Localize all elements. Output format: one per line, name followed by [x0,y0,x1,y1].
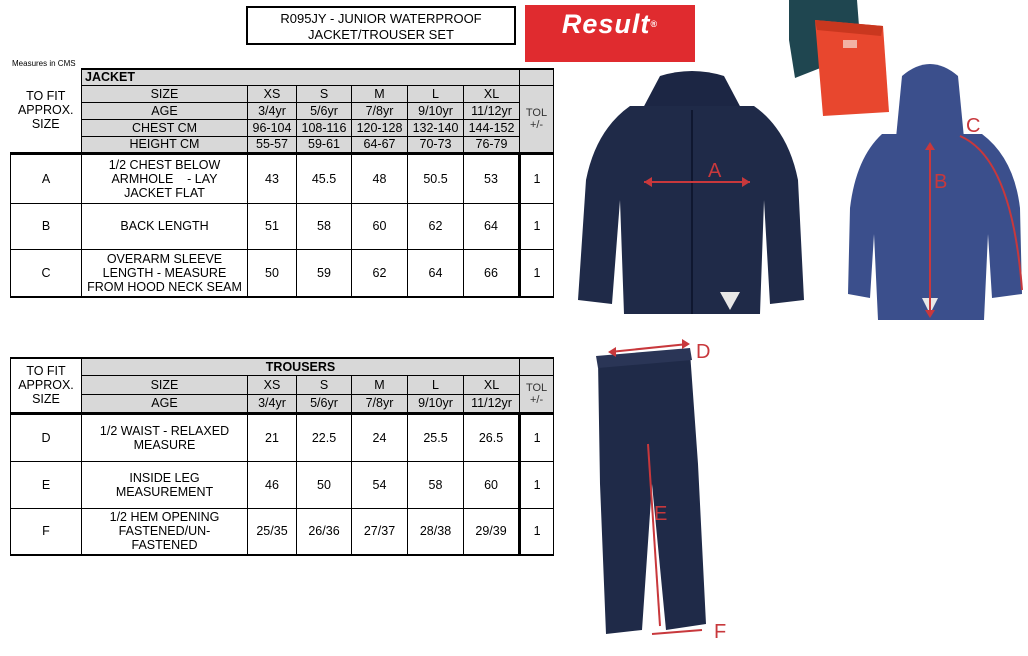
chest-label: CHEST CM [82,119,248,136]
fit-label-1: TO FIT [26,89,66,104]
value-l: 64 [408,249,464,297]
row-description [82,249,248,297]
table-row [11,203,554,249]
value-xl: 66 [464,249,520,297]
trousers-tol-spacer [520,358,554,375]
size-l: L [408,375,464,394]
age-m: 7/8yr [352,102,408,119]
value-xs: 50 [248,249,297,297]
size-xl: XL [464,85,520,102]
brand-logo [525,5,695,62]
size-label: SIZE [82,85,248,102]
value-tol: 1 [520,461,554,508]
row-code: F [11,508,82,555]
value-s: 50 [297,461,352,508]
document-title [246,6,516,45]
age-s: 5/6yr [297,102,352,119]
size-label: SIZE [82,375,248,394]
fit-label-2: APPROX. [17,103,74,118]
value-m: 62 [352,249,408,297]
table-row [11,249,554,297]
tol-label: TOL [525,381,548,394]
fit-label-3: SIZE [32,392,60,407]
size-m: M [352,85,408,102]
row-description: BACK LENGTH [82,203,248,249]
height-l: 70-73 [408,136,464,153]
value-xs: 43 [248,153,297,203]
size-s: S [297,375,352,394]
trousers-image [588,334,768,648]
brand-logo-text: Result [561,9,651,39]
size-l: L [408,85,464,102]
value-xs: 51 [248,203,297,249]
value-m: 54 [352,461,408,508]
age-xs: 3/4yr [248,394,297,413]
row-description [82,153,248,203]
value-l: 58 [408,461,464,508]
height-xl: 76-79 [464,136,520,153]
jacket-fit-header [11,69,82,153]
desc-line: 1/2 HEM OPENING [109,510,220,525]
value-xs: 25/35 [248,508,297,555]
jacket-tol-spacer [520,69,554,85]
table-row [11,461,554,508]
value-l: 50.5 [408,153,464,203]
jacket-size-table [10,68,554,298]
table-row [11,508,554,555]
desc-line: INSIDE LEG [129,470,200,485]
size-xs: XS [248,375,297,394]
age-xs: 3/4yr [248,102,297,119]
title-line-1: R095JY - JUNIOR WATERPROOF [280,11,482,26]
value-tol: 1 [520,153,554,203]
desc-line: OVERARM SLEEVE [106,251,223,266]
table-row [11,413,554,461]
tol-label: TOL [525,106,548,119]
value-xl: 26.5 [464,413,520,461]
size-s: S [297,85,352,102]
jacket-back-image [842,58,1028,326]
tol-sub: +/- [529,118,544,131]
desc-line: ARMHOLE - LAY [111,171,218,186]
marker-e: E [654,503,668,525]
row-description [82,413,248,461]
row-description [82,461,248,508]
chest-l: 132-140 [408,119,464,136]
desc-line: FASTENED/UN- [118,524,211,539]
value-s: 22.5 [297,413,352,461]
row-code: C [11,249,82,297]
fit-label-1: TO FIT [26,364,66,379]
value-tol: 1 [520,508,554,555]
value-s: 45.5 [297,153,352,203]
value-l: 25.5 [408,413,464,461]
desc-line: FASTENED [131,538,198,553]
title-line-2: JACKET/TROUSER SET [308,27,454,42]
marker-b: B [934,171,948,193]
desc-line: LENGTH - MEASURE [102,265,227,280]
trousers-size-table [10,357,554,556]
fit-label-2: APPROX. [18,378,74,393]
jacket-front-image [574,70,810,320]
value-s: 59 [297,249,352,297]
value-m: 24 [352,413,408,461]
value-tol: 1 [520,203,554,249]
chest-s: 108-116 [297,119,352,136]
row-code: E [11,461,82,508]
desc-line: 1/2 CHEST BELOW [108,157,221,172]
chest-xl: 144-152 [464,119,520,136]
value-xl: 60 [464,461,520,508]
desc-line: MEASUREMENT [115,484,214,499]
desc-line: FROM HOOD NECK SEAM [87,279,242,294]
trousers-tol-header [520,375,554,413]
value-l: 62 [408,203,464,249]
size-xs: XS [248,85,297,102]
chest-m: 120-128 [352,119,408,136]
value-xs: 21 [248,413,297,461]
tol-sub: +/- [529,393,544,406]
height-m: 64-67 [352,136,408,153]
measures-note: Measures in CMS [12,59,76,68]
height-s: 59-61 [297,136,352,153]
table-row [11,153,554,203]
desc-line: MEASURE [133,437,196,452]
value-tol: 1 [520,413,554,461]
jacket-section-title: JACKET [82,69,520,85]
value-m: 27/37 [352,508,408,555]
value-l: 28/38 [408,508,464,555]
row-description [82,508,248,555]
value-xs: 46 [248,461,297,508]
height-xs: 55-57 [248,136,297,153]
trousers-section-title: TROUSERS [82,358,520,375]
age-label: AGE [82,394,248,413]
value-xl: 53 [464,153,520,203]
trousers-fit-header [11,358,82,413]
value-s: 58 [297,203,352,249]
jacket-tol-header [520,85,554,153]
value-m: 60 [352,203,408,249]
age-xl: 11/12yr [464,102,520,119]
chest-xs: 96-104 [248,119,297,136]
value-m: 48 [352,153,408,203]
marker-d: D [696,341,711,363]
height-label: HEIGHT CM [82,136,248,153]
value-xl: 64 [464,203,520,249]
value-xl: 29/39 [464,508,520,555]
value-s: 26/36 [297,508,352,555]
age-s: 5/6yr [297,394,352,413]
age-l: 9/10yr [408,102,464,119]
row-code: D [11,413,82,461]
desc-line: 1/2 WAIST - RELAXED [99,423,230,438]
marker-a: A [708,160,722,182]
row-code: A [11,153,82,203]
marker-c: C [966,115,981,137]
age-m: 7/8yr [352,394,408,413]
size-xl: XL [464,375,520,394]
row-code: B [11,203,82,249]
fit-label-3: SIZE [31,117,60,132]
marker-f: F [714,621,727,643]
age-l: 9/10yr [408,394,464,413]
size-m: M [352,375,408,394]
age-xl: 11/12yr [464,394,520,413]
desc-line: JACKET FLAT [124,185,205,200]
value-tol: 1 [520,249,554,297]
registered-mark: ® [650,19,659,29]
age-label: AGE [82,102,248,119]
